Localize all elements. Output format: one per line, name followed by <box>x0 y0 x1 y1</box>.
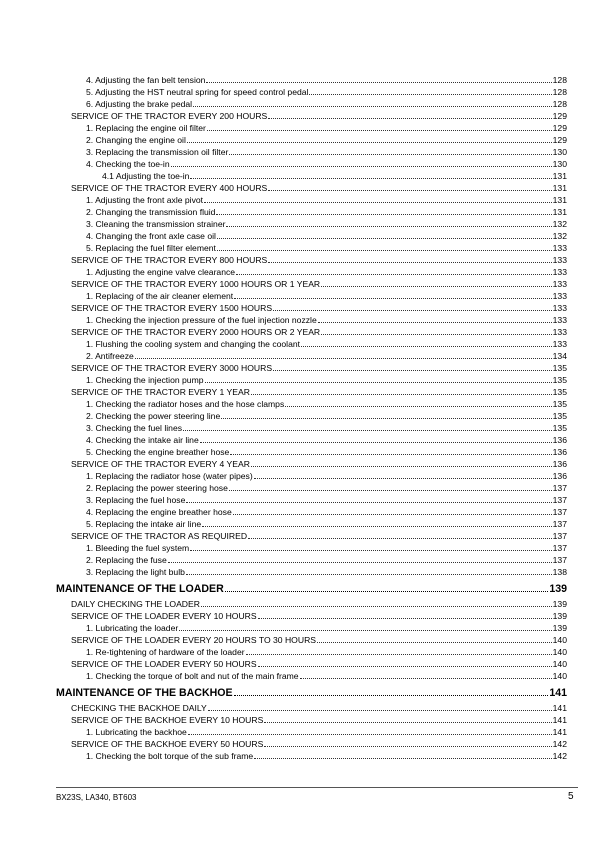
toc-dot-leader <box>190 550 551 551</box>
toc-dot-leader <box>321 286 552 287</box>
toc-subsection-entry[interactable] <box>56 218 567 230</box>
toc-entry-title: 5. Replacing the fuel filter element <box>86 243 216 253</box>
toc-entry-page: 132 <box>552 219 567 229</box>
toc-subsection-entry[interactable] <box>56 98 567 110</box>
toc-dot-leader <box>171 166 552 167</box>
toc-entry-page: 137 <box>552 483 567 493</box>
toc-subsection-entry[interactable] <box>56 726 567 738</box>
toc-section-entry[interactable] <box>56 278 567 290</box>
toc-entry-title: DAILY CHECKING THE LOADER <box>71 599 200 609</box>
toc-entry-page: 136 <box>552 435 567 445</box>
toc-entry-page: 142 <box>552 751 567 761</box>
toc-entry-page: 133 <box>552 279 567 289</box>
toc-dot-leader <box>318 322 552 323</box>
toc-entry-title: 4. Adjusting the fan belt tension <box>86 75 206 85</box>
toc-entry-title: 5. Replacing the intake air line <box>86 519 202 529</box>
toc-entry-page: 140 <box>552 647 567 657</box>
toc-entry-title: 5. Adjusting the HST neutral spring for speed control pedal <box>86 87 309 97</box>
toc-subsection-entry[interactable] <box>56 434 567 446</box>
toc-entry-title: 3. Replacing the light bulb <box>86 567 185 577</box>
toc-subsection-entry[interactable] <box>56 290 567 302</box>
toc-dot-leader <box>229 154 551 155</box>
toc-dot-leader <box>258 666 552 667</box>
toc-entry-title: 1. Checking the torque of bolt and nut of the main frame <box>86 671 299 681</box>
toc-entry-title: 2. Replacing the fuse <box>86 555 167 565</box>
toc-entry-page: 135 <box>552 423 567 433</box>
toc-entry-page: 133 <box>552 339 567 349</box>
toc-entry-title: SERVICE OF THE TRACTOR AS REQUIRED <box>71 531 248 541</box>
toc-entry-page: 139 <box>549 583 567 595</box>
toc-entry-title: 1. Replacing the engine oil filter <box>86 123 206 133</box>
toc-section-entry[interactable] <box>56 598 567 610</box>
toc-entry-title: SERVICE OF THE TRACTOR EVERY 400 HOURS <box>71 183 268 193</box>
toc-entry-title: 4. Checking the toe-in <box>86 159 170 169</box>
toc-entry-title: SERVICE OF THE LOADER EVERY 50 HOURS <box>71 659 257 669</box>
toc-section-entry[interactable] <box>56 702 567 714</box>
toc-dot-leader <box>190 178 551 179</box>
toc-entry-title: SERVICE OF THE TRACTOR EVERY 2000 HOURS OR 2 YEAR <box>71 327 321 337</box>
toc-dot-leader <box>135 358 552 359</box>
toc-dot-leader <box>251 394 552 395</box>
toc-dot-leader <box>229 490 552 491</box>
toc-entry-title: 3. Checking the fuel lines <box>86 423 183 433</box>
toc-dot-leader <box>268 190 551 191</box>
toc-dot-leader <box>186 502 551 503</box>
toc-dot-leader <box>254 758 551 759</box>
toc-dot-leader <box>309 94 551 95</box>
toc-dot-leader <box>285 406 551 407</box>
toc-dot-leader <box>268 118 551 119</box>
toc-entry-page: 133 <box>552 267 567 277</box>
toc-section-entry[interactable] <box>56 362 567 374</box>
toc-dot-leader <box>317 642 552 643</box>
toc-dot-leader <box>273 370 552 371</box>
toc-entry-title: SERVICE OF THE TRACTOR EVERY 4 YEAR <box>71 459 250 469</box>
toc-dot-leader <box>226 226 551 227</box>
toc-subsection-entry[interactable] <box>56 542 567 554</box>
toc-entry-page: 135 <box>552 375 567 385</box>
toc-dot-leader <box>205 382 552 383</box>
footer-page-number: 5 <box>568 791 574 802</box>
footer-model-list: BX23S, LA340, BT603 <box>56 793 137 802</box>
toc-section-entry[interactable] <box>56 610 567 622</box>
toc-entry-title: 5. Checking the engine breather hose <box>86 447 230 457</box>
toc-entry-page: 141 <box>549 687 567 699</box>
toc-entry-page: 140 <box>552 659 567 669</box>
toc-dot-leader <box>187 142 552 143</box>
toc-dot-leader <box>208 710 552 711</box>
toc-subsection-entry[interactable] <box>56 266 567 278</box>
toc-dot-leader <box>201 606 552 607</box>
toc-subsection-entry[interactable] <box>56 446 567 458</box>
toc-section-entry[interactable] <box>56 182 567 194</box>
toc-subsection-entry[interactable] <box>56 122 567 134</box>
toc-section-entry[interactable] <box>56 738 567 750</box>
toc-entry-title: SERVICE OF THE TRACTOR EVERY 1500 HOURS <box>71 303 273 313</box>
toc-section-entry[interactable] <box>56 326 567 338</box>
toc-subsection-entry[interactable] <box>56 374 567 386</box>
toc-subsection-entry[interactable] <box>56 494 567 506</box>
toc-entry-title: 4. Replacing the engine breather hose <box>86 507 232 517</box>
toc-entry-title: SERVICE OF THE TRACTOR EVERY 1 YEAR <box>71 387 250 397</box>
toc-subsection-entry[interactable] <box>56 518 567 530</box>
toc-entry-page: 138 <box>552 567 567 577</box>
toc-subsection-entry[interactable] <box>56 194 567 206</box>
toc-entry-page: 133 <box>552 303 567 313</box>
toc-entry-title: SERVICE OF THE TRACTOR EVERY 200 HOURS <box>71 111 268 121</box>
toc-subsection-entry[interactable] <box>56 74 567 86</box>
toc-entry-page: 139 <box>552 611 567 621</box>
toc-entry-title: 3. Cleaning the transmission strainer <box>86 219 226 229</box>
toc-section-entry[interactable] <box>56 386 567 398</box>
toc-dot-leader <box>202 526 552 527</box>
toc-subsection-entry[interactable] <box>56 86 567 98</box>
toc-entry-page: 129 <box>552 111 567 121</box>
toc-entry-page: 137 <box>552 519 567 529</box>
toc-entry-page: 133 <box>552 243 567 253</box>
toc-dot-leader <box>206 82 551 83</box>
toc-entry-page: 137 <box>552 507 567 517</box>
toc-entry-title: 1. Checking the radiator hoses and the hose clamps <box>86 399 285 409</box>
toc-entry-page: 130 <box>552 147 567 157</box>
toc-subsection-entry[interactable] <box>56 506 567 518</box>
toc-subsection-entry[interactable] <box>56 410 567 422</box>
toc-dot-leader <box>300 678 552 679</box>
toc-dot-leader <box>217 250 552 251</box>
toc-subsection-entry[interactable] <box>56 398 567 410</box>
toc-subsection-entry[interactable] <box>56 482 567 494</box>
toc-section-entry[interactable] <box>56 634 567 646</box>
toc-dot-leader <box>258 618 552 619</box>
toc-entry-page: 129 <box>552 123 567 133</box>
toc-entry-title: 2. Replacing the power steering hose <box>86 483 228 493</box>
toc-entry-title: 2. Changing the transmission fluid <box>86 207 216 217</box>
toc-entry-page: 134 <box>552 351 567 361</box>
toc-dot-leader <box>248 538 552 539</box>
toc-section-entry[interactable] <box>56 714 567 726</box>
toc-entry-page: 137 <box>552 531 567 541</box>
toc-dot-leader <box>230 454 551 455</box>
toc-entry-page: 136 <box>552 447 567 457</box>
toc-entry-title: CHECKING THE BACKHOE DAILY <box>71 703 207 713</box>
toc-dot-leader <box>264 746 551 747</box>
toc-entry-page: 141 <box>552 715 567 725</box>
toc-subsection-entry[interactable] <box>56 242 567 254</box>
toc-dot-leader <box>200 442 552 443</box>
toc-entry-page: 129 <box>552 135 567 145</box>
toc-entry-title: MAINTENANCE OF THE LOADER <box>56 583 224 595</box>
toc-entry-page: 128 <box>552 99 567 109</box>
toc-entry-title: 2. Changing the engine oil <box>86 135 186 145</box>
toc-subsection-entry[interactable] <box>56 470 567 482</box>
footer-divider <box>56 787 578 788</box>
toc-entry-title: SERVICE OF THE BACKHOE EVERY 50 HOURS <box>71 739 264 749</box>
toc-entry-title: SERVICE OF THE TRACTOR EVERY 3000 HOURS <box>71 363 273 373</box>
toc-entry-page: 137 <box>552 495 567 505</box>
toc-entry-title: 3. Replacing the transmission oil filter <box>86 147 229 157</box>
toc-dot-leader <box>254 478 552 479</box>
toc-subsection-entry[interactable] <box>56 314 567 326</box>
toc-entry-page: 136 <box>552 471 567 481</box>
toc-subsection-entry[interactable] <box>56 350 567 362</box>
toc-subsection-entry[interactable] <box>56 230 567 242</box>
toc-entry-title: 2. Antifreeze <box>86 351 134 361</box>
toc-entry-title: 1. Adjusting the front axle pivot <box>86 195 204 205</box>
toc-subsection-entry[interactable] <box>56 554 567 566</box>
toc-entry-page: 135 <box>552 363 567 373</box>
toc-entry-page: 133 <box>552 255 567 265</box>
toc-dot-leader <box>186 574 552 575</box>
toc-entry-title: 1. Checking the bolt torque of the sub frame <box>86 751 254 761</box>
toc-dot-leader <box>264 722 551 723</box>
toc-entry-title: 1. Replacing the radiator hose (water pipes) <box>86 471 253 481</box>
toc-subsection-entry[interactable] <box>56 670 567 682</box>
toc-entry-page: 135 <box>552 387 567 397</box>
toc-entry-page: 140 <box>552 635 567 645</box>
toc-entry-title: 4. Checking the intake air line <box>86 435 199 445</box>
toc-section-entry[interactable] <box>56 302 567 314</box>
toc-entry-page: 130 <box>552 159 567 169</box>
toc-chapter-entry[interactable] <box>56 685 567 701</box>
toc-dot-leader <box>179 630 551 631</box>
toc-entry-page: 133 <box>552 315 567 325</box>
toc-dot-leader <box>234 695 549 696</box>
toc-section-entry[interactable] <box>56 458 567 470</box>
toc-dot-leader <box>233 514 552 515</box>
toc-dot-leader <box>188 734 552 735</box>
toc-entry-title: SERVICE OF THE LOADER EVERY 10 HOURS <box>71 611 257 621</box>
toc-subsection-entry[interactable] <box>56 750 567 762</box>
toc-entry-page: 133 <box>552 327 567 337</box>
toc-section-entry[interactable] <box>56 530 567 542</box>
toc-subsection-entry[interactable] <box>56 338 567 350</box>
toc-section-entry[interactable] <box>56 254 567 266</box>
toc-section-entry[interactable] <box>56 658 567 670</box>
toc-entry-title: 1. Checking the injection pressure of the fuel injection nozzle <box>86 315 317 325</box>
toc-entry-title: 3. Replacing the fuel hose <box>86 495 186 505</box>
toc-entry-page: 133 <box>552 291 567 301</box>
toc-entry-title: SERVICE OF THE TRACTOR EVERY 1000 HOURS OR 1 YEAR <box>71 279 321 289</box>
toc-entry-page: 132 <box>552 231 567 241</box>
toc-dot-leader <box>204 202 552 203</box>
toc-entry-title: SERVICE OF THE TRACTOR EVERY 800 HOURS <box>71 255 268 265</box>
toc-entry-page: 128 <box>552 75 567 85</box>
toc-entry-page: 131 <box>552 195 567 205</box>
toc-dot-leader <box>251 466 552 467</box>
toc-dot-leader <box>321 334 552 335</box>
toc-entry-title: 4.1 Adjusting the toe-in <box>102 171 190 181</box>
toc-dot-leader <box>221 418 551 419</box>
toc-entry-page: 131 <box>552 171 567 181</box>
toc-entry-page: 137 <box>552 543 567 553</box>
toc-entry-page: 136 <box>552 459 567 469</box>
toc-section-entry[interactable] <box>56 110 567 122</box>
toc-dot-leader <box>225 591 549 592</box>
toc-subsection-entry[interactable] <box>56 422 567 434</box>
toc-entry-title: SERVICE OF THE BACKHOE EVERY 10 HOURS <box>71 715 264 725</box>
toc-dot-leader <box>246 654 552 655</box>
toc-dot-leader <box>217 238 552 239</box>
toc-entry-page: 135 <box>552 411 567 421</box>
toc-dot-leader <box>234 298 552 299</box>
toc-entry-title: 1. Re-tightening of hardware of the loader <box>86 647 245 657</box>
toc-entry-page: 141 <box>552 727 567 737</box>
toc-subsection-entry[interactable] <box>56 170 567 182</box>
toc-entry-page: 140 <box>552 671 567 681</box>
toc-entry-page: 131 <box>552 207 567 217</box>
toc-entry-title: 1. Flushing the cooling system and changing the coolant <box>86 339 301 349</box>
toc-chapter-entry[interactable] <box>56 581 567 597</box>
toc-dot-leader <box>273 310 552 311</box>
toc-dot-leader <box>236 274 552 275</box>
toc-entry-title: 1. Replacing of the air cleaner element <box>86 291 234 301</box>
toc-entry-title: 1. Adjusting the engine valve clearance <box>86 267 236 277</box>
toc-entry-page: 139 <box>552 623 567 633</box>
toc-entry-page: 141 <box>552 703 567 713</box>
toc-entry-page: 139 <box>552 599 567 609</box>
toc-entry-title: 1. Bleeding the fuel system <box>86 543 190 553</box>
toc-entry-page: 142 <box>552 739 567 749</box>
toc-entry-title: 6. Adjusting the brake pedal <box>86 99 193 109</box>
toc-entry-title: 4. Changing the front axle case oil <box>86 231 216 241</box>
toc-dot-leader <box>193 106 552 107</box>
toc-dot-leader <box>216 214 551 215</box>
toc-entry-title: MAINTENANCE OF THE BACKHOE <box>56 687 233 699</box>
toc-entry-page: 131 <box>552 183 567 193</box>
toc-entry-page: 135 <box>552 399 567 409</box>
toc-entry-title: 1. Lubricating the loader <box>86 623 179 633</box>
table-of-contents <box>56 74 567 762</box>
toc-entry-title: 2. Checking the power steering line <box>86 411 221 421</box>
toc-dot-leader <box>301 346 552 347</box>
toc-subsection-entry[interactable] <box>56 146 567 158</box>
toc-dot-leader <box>183 430 552 431</box>
toc-subsection-entry[interactable] <box>56 158 567 170</box>
toc-subsection-entry[interactable] <box>56 206 567 218</box>
toc-entry-title: SERVICE OF THE LOADER EVERY 20 HOURS TO 30 HOURS <box>71 635 317 645</box>
toc-entry-page: 128 <box>552 87 567 97</box>
toc-entry-title: 1. Checking the injection pump <box>86 375 204 385</box>
toc-subsection-entry[interactable] <box>56 566 567 578</box>
toc-dot-leader <box>268 262 551 263</box>
toc-dot-leader <box>168 562 552 563</box>
toc-subsection-entry[interactable] <box>56 134 567 146</box>
toc-subsection-entry[interactable] <box>56 646 567 658</box>
toc-entry-page: 137 <box>552 555 567 565</box>
toc-subsection-entry[interactable] <box>56 622 567 634</box>
toc-dot-leader <box>207 130 552 131</box>
toc-entry-title: 1. Lubricating the backhoe <box>86 727 187 737</box>
